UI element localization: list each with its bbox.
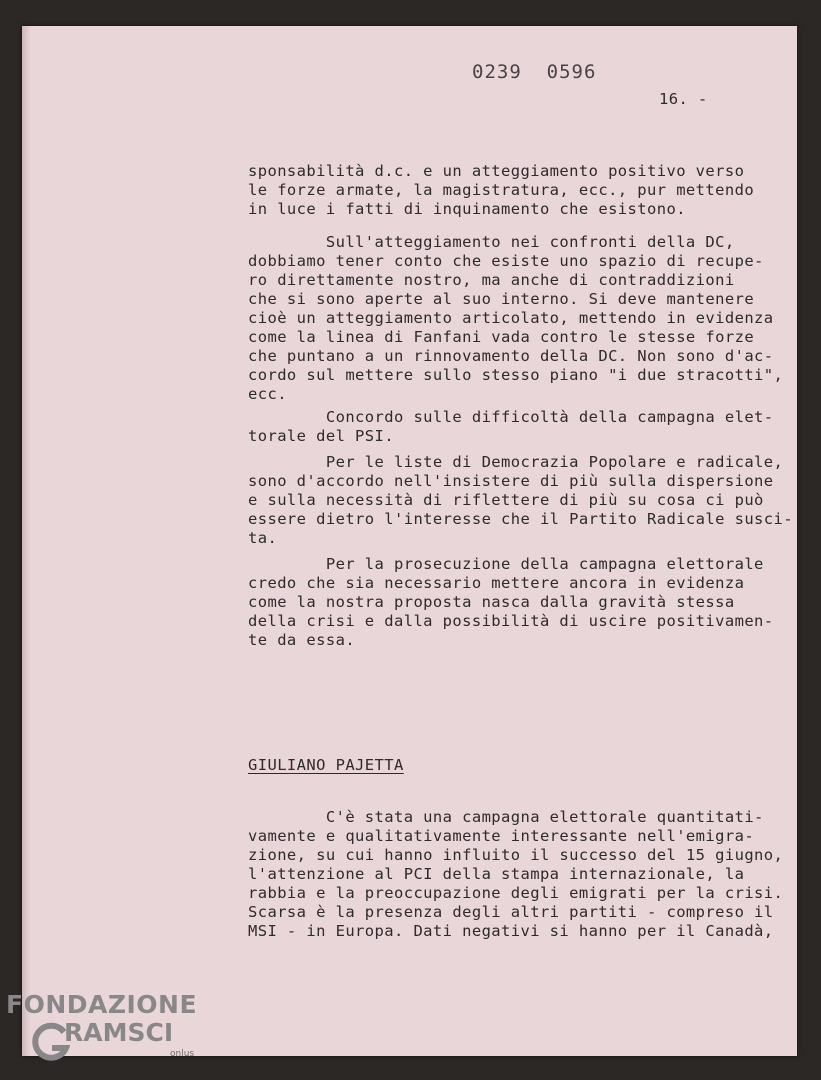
paragraph-5: Per la prosecuzione della campagna elettorale credo che sia necessario mettere ancora in evidenza come la nostra proposta nasca dalla gravità stessa della crisi e dalla possibilità di uscire positivamen- te da essa. xyxy=(248,555,774,649)
speaker-heading: GIULIANO PAJETTA xyxy=(248,756,404,774)
foundation-watermark xyxy=(0,990,210,1070)
paragraph-4: Per le liste di Democrazia Popolare e radicale, sono d'accordo nell'insistere di più sulla dispersione e sulla necessità di riflettere di più su cosa ci può essere dietro l'interesse che il Partito Radicale susci- ta. xyxy=(248,453,793,547)
speaker-paragraph: C'è stata una campagna elettorale quantitati- vamente e qualitativamente interessante nell'emigra- zione, su cui hanno influito il successo del 15 giugno, l'attenzione al PCI della stampa internazionale, la rabbia e la preoccupazione degli emigrati per la crisi. Scarsa è la presenza degli altri partiti - compreso il MSI - in Europa. Dati negativi si hanno per il Canadà, xyxy=(248,808,784,940)
paragraph-3: Concordo sulle difficoltà della campagna elet- torale del PSI. xyxy=(248,408,774,445)
watermark-line1: FONDAZIONE xyxy=(6,990,198,1019)
paragraph-1: sponsabilità d.c. e un atteggiamento positivo verso le forze armate, la magistratura, ecc., pur mettendo in luce i fatti di inquinamento che esistono. xyxy=(248,162,755,218)
watermark-suffix: onlus xyxy=(170,1049,195,1059)
page-edge xyxy=(22,26,30,1056)
archive-serial-number: 0239 0596 xyxy=(472,61,597,83)
paragraph-2: Sull'atteggiamento nei confronti della DC, dobbiamo tener conto che esiste uno spazio di recupe- ro direttamente nostro, ma anche di contraddizioni che si sono aperte al suo interno. Si deve mantenere cioè un atteggiamento articolato, mettendo in evidenza come la linea di Fanfani vada contro le stesse forze che puntano a un rinnovamento della DC. Non sono d'ac- cordo sul mettere sullo stesso piano "i due stracotti", ecc. xyxy=(248,233,784,403)
page-number: 16. - xyxy=(659,90,708,108)
watermark-line2: RAMSCI xyxy=(64,1018,174,1047)
